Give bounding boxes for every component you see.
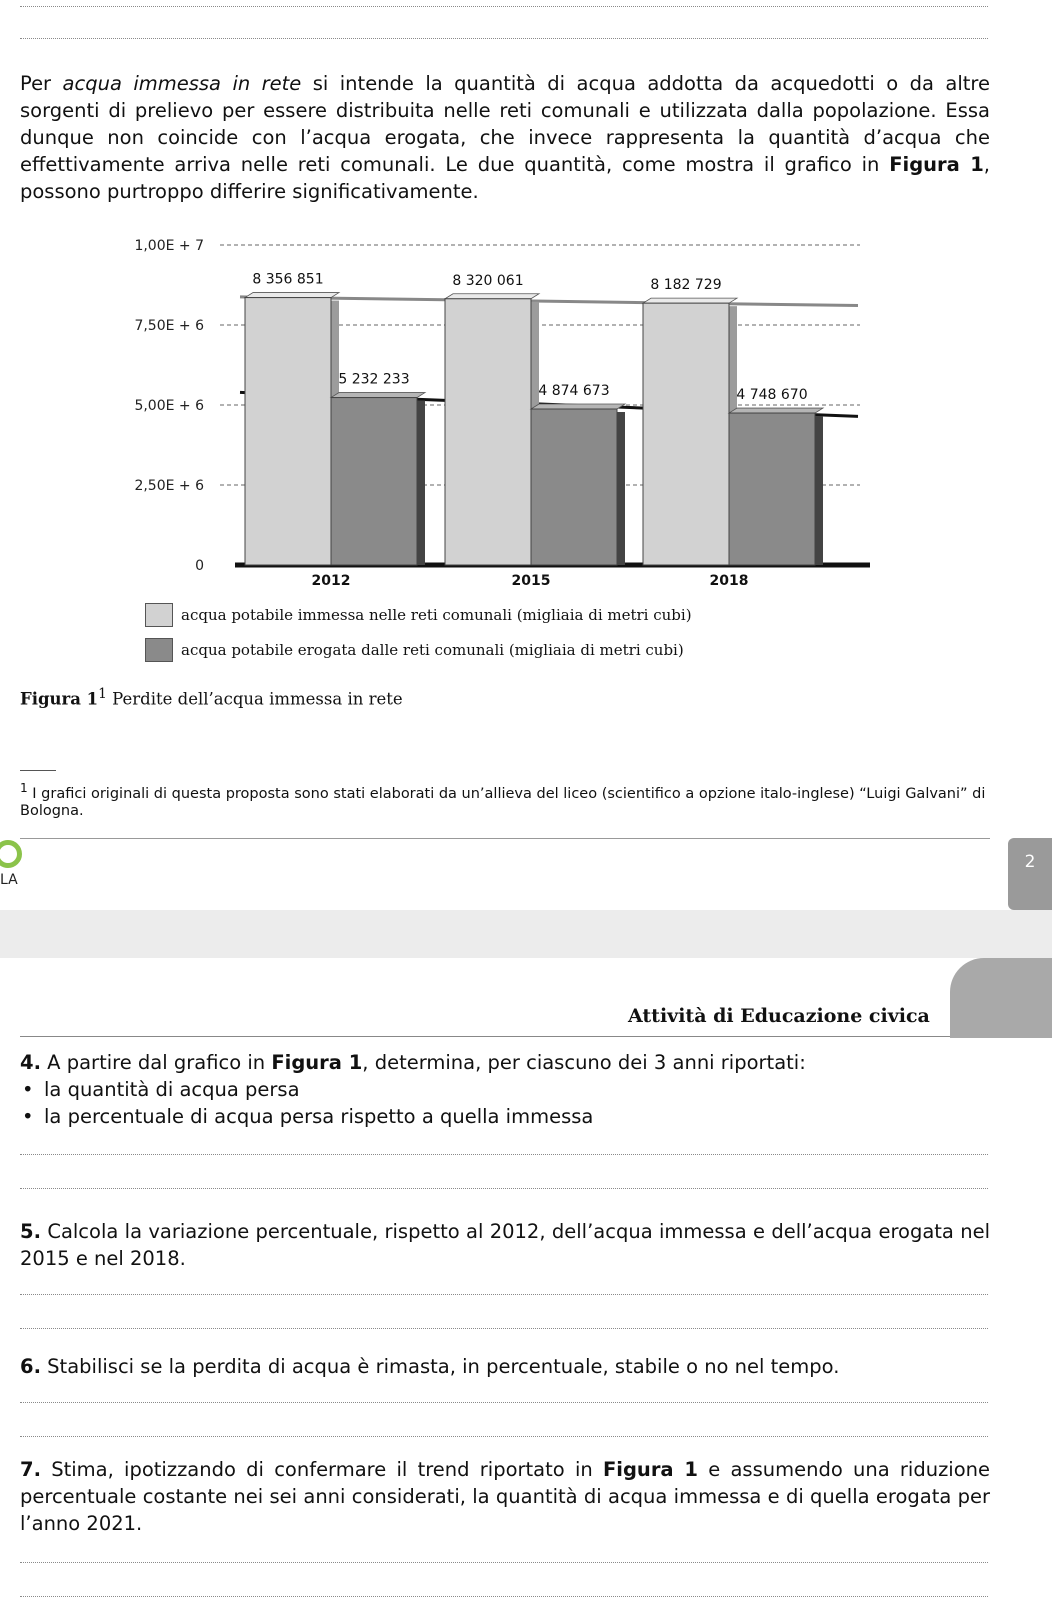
figure-caption: Figura $1^1$ Perdite dell’acqua immessa in rete — [20, 686, 403, 709]
answer-line — [20, 1294, 988, 1295]
bar-side — [617, 412, 625, 565]
question-6: 6. Stabilisci se la perdita di acqua è rimasta, in percentuale, stabile o no nel tempo. — [20, 1355, 840, 1378]
answer-line — [20, 1328, 988, 1329]
legend-label: acqua potabile immessa nelle reti comunali (migliaia di metri cubi) — [181, 606, 692, 624]
bar-top — [531, 404, 625, 409]
question-7: 7. Stima, ipotizzando di confermare il trend riportato in Figura 1 e assumendo una riduzione percentuale costante nei sei anni considerati, la quantità di acqua immessa e di quella erogata per l’anno 2021. — [20, 1458, 991, 1535]
legend-item-erogata — [145, 638, 684, 662]
data-label: 5 232 233 — [338, 371, 410, 388]
legend-label: acqua potabile erogata dalle reti comunali (migliaia di metri cubi) — [181, 641, 684, 659]
y-tick-label: 5,00E + 6 — [134, 398, 204, 414]
legend-swatch — [145, 638, 173, 662]
y-tick-label: 7,50E + 6 — [134, 318, 204, 334]
x-tick-label: 2015 — [511, 573, 551, 589]
x-tick-label: 2018 — [709, 573, 749, 589]
legend-swatch — [145, 603, 173, 627]
section-title: Attività di Educazione civica — [628, 1005, 930, 1027]
bar-top — [245, 293, 339, 298]
footnote-rule — [20, 770, 56, 771]
data-label: 8 356 851 — [252, 271, 324, 288]
answer-line — [20, 1402, 988, 1403]
data-label: 4 874 673 — [538, 383, 610, 400]
bullet-item: • la quantità di acqua persa — [22, 1076, 300, 1103]
bar-top — [331, 393, 425, 398]
bar-erogata-2018 — [729, 413, 815, 565]
section-rule — [20, 1036, 950, 1037]
bar-side — [417, 401, 425, 565]
y-tick-label: 2,50E + 6 — [134, 478, 204, 494]
data-label: 8 182 729 — [650, 277, 722, 294]
bar-immessa-2012 — [245, 298, 331, 565]
y-tick-label: 0 — [195, 558, 204, 574]
bar-side — [815, 416, 823, 565]
bar-top — [445, 294, 539, 299]
bullet-item: • la percentuale di acqua persa rispetto a quella immessa — [22, 1103, 593, 1130]
footnote: $^1$ I grafici originali di questa proposta sono stati elaborati da un’allieva del liceo (scientifico a opzione italo-inglese) “Luigi Galvani” di Bologna. — [20, 781, 986, 819]
answer-line — [20, 1562, 988, 1563]
data-label: 4 748 670 — [736, 387, 808, 404]
answer-line — [20, 1154, 988, 1155]
question-4: 4. A partire dal grafico in Figura 1, determina, per ciascuno dei 3 anni riportati: — [20, 1051, 806, 1074]
ring-icon — [0, 840, 22, 868]
bar-chart — [130, 230, 870, 590]
answer-line — [20, 1436, 988, 1437]
bar-immessa-2015 — [445, 299, 531, 565]
legend-item-immessa — [145, 603, 692, 627]
margin-text: LA — [0, 872, 18, 888]
page-number: 2 — [1008, 838, 1052, 910]
y-tick-label: 1,00E + 7 — [134, 238, 204, 254]
page-gap — [0, 910, 1052, 958]
data-label: 8 320 061 — [452, 272, 524, 289]
header-tab — [950, 958, 1052, 1038]
x-tick-label: 2012 — [311, 573, 351, 589]
bar-top — [643, 298, 737, 303]
answer-line — [20, 1188, 988, 1189]
question-5: 5. Calcola la variazione percentuale, rispetto al 2012, dell’acqua immessa e dell’acqua erogata nel 2015 e nel 2018. — [20, 1220, 990, 1270]
bar-erogata-2012 — [331, 398, 417, 565]
bar-erogata-2015 — [531, 409, 617, 565]
answer-line — [20, 6, 988, 7]
bar-immessa-2018 — [643, 303, 729, 565]
page-divider — [20, 838, 990, 839]
answer-line — [20, 38, 988, 39]
intro-paragraph: Per acqua immessa in rete si intende la quantità di acqua addotta da acquedotti o da altre sorgenti di prelievo per essere distribuita nelle reti comunali e utilizzata dalla popolazione. Essa dunque non coincide con l’acqua erogata, che invece rappresenta la quantità d’acqua che effettivamente arriva nelle reti comunali. Le due quantità, come mostra il grafico in Figura 1, possono purtroppo differire significativamente. — [20, 72, 991, 203]
bar-top — [729, 408, 823, 413]
answer-line — [20, 1596, 988, 1597]
